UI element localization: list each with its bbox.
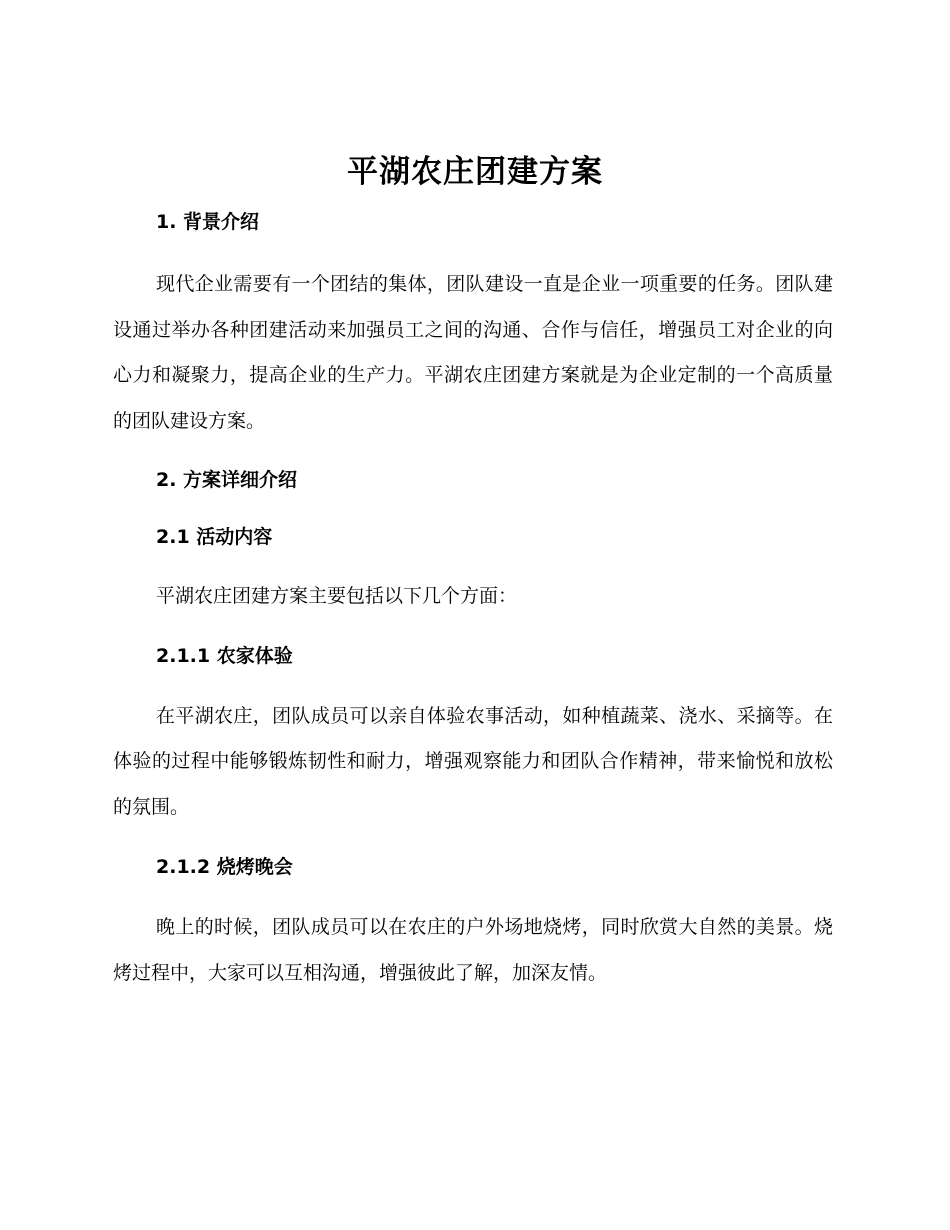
- document-body: [113, 200, 833, 996]
- paragraph-farm-experience: 在平湖农庄，团队成员可以亲自体验农事活动，如种植蔬菜、浇水、采摘等。在体验的过程中能够锻炼韧性和耐力，增强观察能力和团队合作精神，带来愉悦和放松的氛围。: [113, 704, 833, 818]
- paragraph-activities-intro: 平湖农庄团建方案主要包括以下几个方面：: [156, 585, 518, 607]
- section-heading-farm-experience: 2.1.1 农家体验: [156, 644, 293, 667]
- section-heading-bbq-party: 2.1.2 烧烤晚会: [156, 856, 293, 878]
- section-heading-plan-details: 2. 方案详细介绍: [156, 469, 298, 491]
- section-heading-activities: 2.1 活动内容: [156, 526, 273, 548]
- document-title: 平湖农庄团建方案: [347, 154, 603, 190]
- section-heading-background: 1. 背景介绍: [156, 211, 260, 233]
- paragraph-background: 现代企业需要有一个团结的集体，团队建设一直是企业一项重要的任务。团队建设通过举办各种团建活动来加强员工之间的沟通、合作与信任，增强员工对企业的向心力和凝聚力，提高企业的生产力。平湖农庄团建方案就是为企业定制的一个高质量的团队建设方案。: [113, 273, 833, 432]
- paragraph-bbq-party: 晚上的时候，团队成员可以在农庄的户外场地烧烤，同时欣赏大自然的美景。烧烤过程中，大家可以互相沟通，增强彼此了解，加深友情。: [113, 916, 833, 984]
